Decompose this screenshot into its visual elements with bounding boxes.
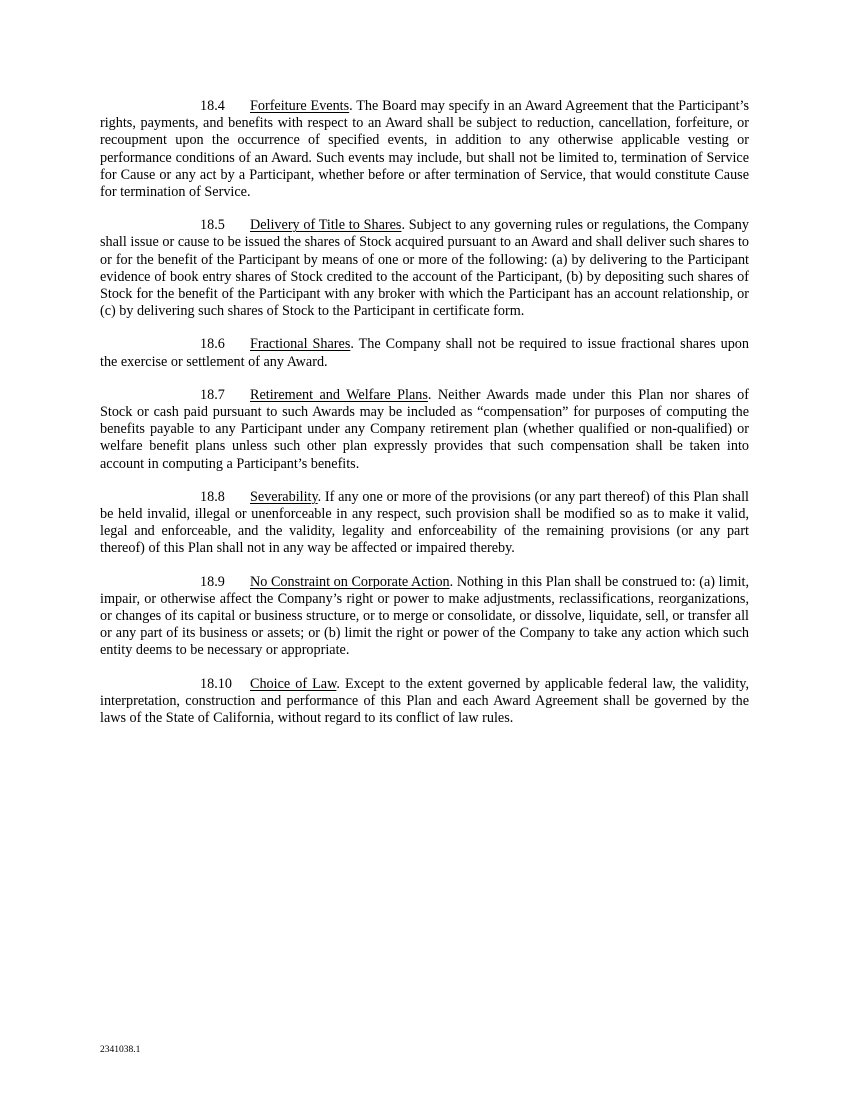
section-number: 18.10 — [200, 675, 232, 692]
section-text: . The Board may specify in an Award Agreement that the Participant’s rights, payments, and benefits with respect to an Award shall be subject to reduction, cancellation, forfeiture, or recoupment upon the occurrence of specified events, in addition to any otherwise applicable vesting or performance conditions of an Award. Such events may include, but shall not be limited to, termination of Service for Cause or any act by a Participant, whether before or after termination of Service, that would constitute Cause for termination of Service. — [100, 98, 749, 201]
section-text: . If any one or more of the provisions (or any part thereof) of this Plan shall be held invalid, illegal or unenforceable in any respect, such provision shall be modified so as to make it valid, legal and enforceable, and the validity, legality and enforceability of the remaining provisions (or any part thereof) of this Plan shall not in any way be affected or impaired thereby. — [100, 488, 749, 557]
section-text: . The Company shall not be required to issue fractional shares upon the exercise or settlement of any Award. — [100, 336, 749, 370]
section-18-10 — [100, 676, 749, 728]
document-id: 2341038.1 — [100, 1045, 141, 1055]
section-text: . Except to the extent governed by applicable federal law, the validity, interpretation, construction and performance of this Plan and each Award Agreement shall be governed by the laws of the State of California, without regard to its conflict of law rules. — [100, 675, 750, 727]
section-number: 18.9 — [200, 573, 225, 590]
document-body — [100, 98, 749, 743]
section-heading: Severability — [250, 488, 318, 505]
section-18-5 — [100, 217, 749, 320]
section-heading: No Constraint on Corporate Action — [250, 573, 450, 590]
section-18-6 — [100, 336, 749, 370]
section-18-8 — [100, 489, 749, 558]
section-text: . Subject to any governing rules or regulations, the Company shall issue or cause to be issued the shares of Stock acquired pursuant to an Award and shall deliver such shares to or for the benefit of the Participant by means of one or more of the following: (a) by delivering to the Participant evidence of book entry shares of Stock credited to the account of the Participant, (b) by depositing such shares of Stock for the benefit of the Participant with any broker with which the Participant has an account relationship, or (c) by delivering such shares of Stock to the Participant in certificate form. — [100, 217, 749, 320]
section-18-9 — [100, 574, 749, 660]
section-heading: Fractional Shares — [250, 336, 351, 353]
section-heading: Choice of Law — [250, 675, 337, 692]
section-number: 18.5 — [200, 217, 225, 234]
section-number: 18.6 — [200, 336, 225, 353]
section-text: . Nothing in this Plan shall be construed to: (a) limit, impair, or otherwise affect the Company’s right or power to make adjustments, reclassifications, reorganizations, or changes of its capital or business structure, or to merge or consolidate, or dissolve, liquidate, sell, or transfer all or any part of its business or assets; or (b) limit the right or power of the Company to take any action which such entity deems to be necessary or appropriate. — [100, 573, 749, 659]
section-text: . Neither Awards made under this Plan nor shares of Stock or cash paid pursuant to such Awards may be included as “compensation” for purposes of computing the benefits payable to any Participant under any Company retirement plan (whether qualified or non-qualified) or welfare benefit plans unless such other plan expressly provides that such compensation shall be taken into account in computing a Participant’s benefits. — [100, 386, 749, 472]
section-number: 18.7 — [200, 386, 225, 403]
section-18-4 — [100, 98, 749, 201]
section-heading: Retirement and Welfare Plans — [250, 386, 428, 403]
section-number: 18.8 — [200, 488, 225, 505]
section-heading: Forfeiture Events — [250, 98, 350, 114]
section-18-7 — [100, 387, 749, 473]
section-number: 18.4 — [200, 98, 225, 114]
section-heading: Delivery of Title to Shares — [250, 217, 402, 234]
